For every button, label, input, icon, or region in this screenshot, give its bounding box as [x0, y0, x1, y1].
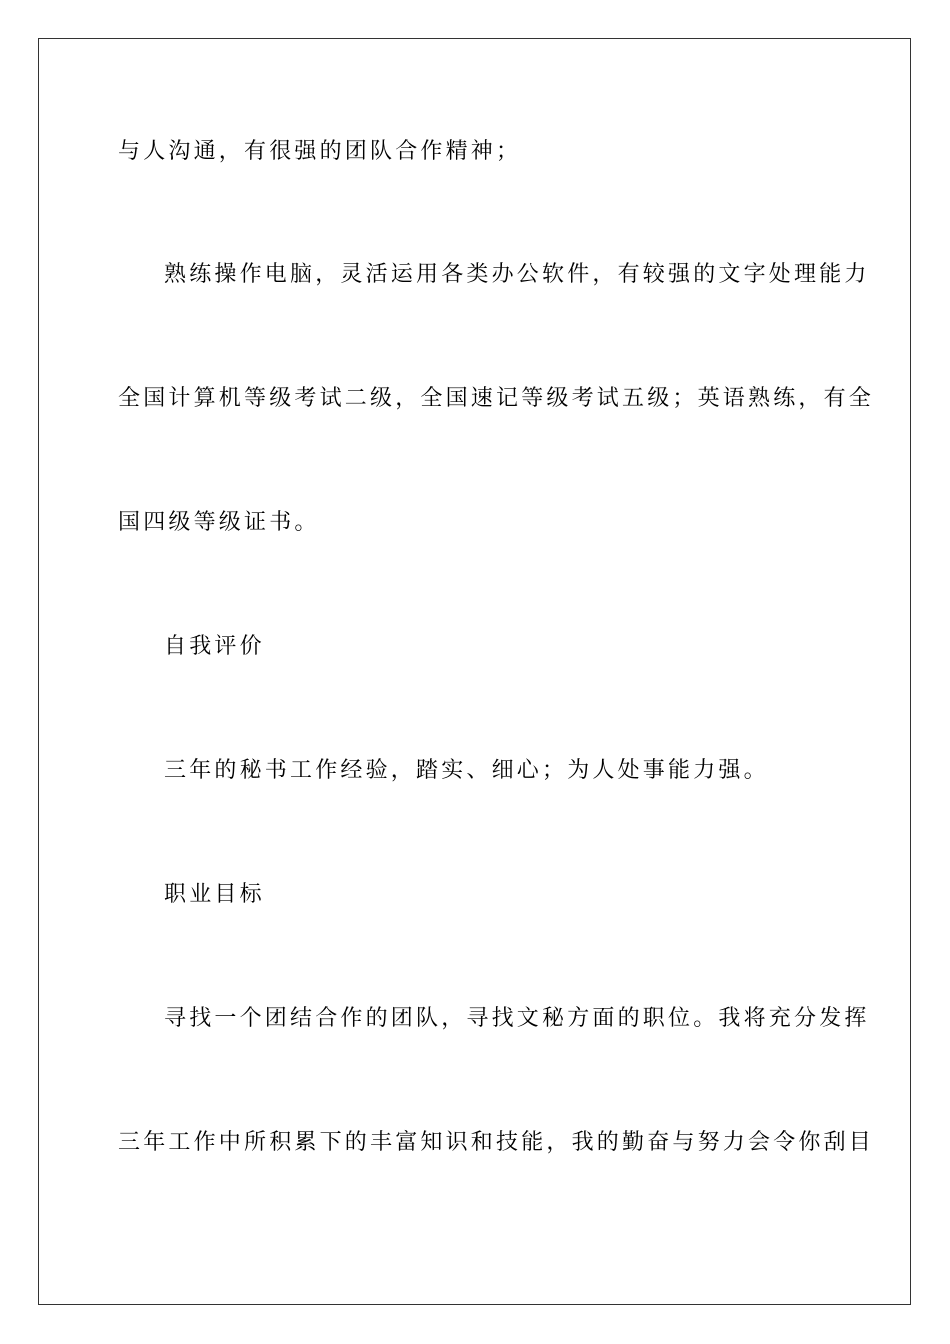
paragraph-line: 熟练操作电脑，灵活运用各类办公软件，有较强的文字处理能力	[164, 262, 870, 287]
paragraph-line: 全国计算机等级考试二级，全国速记等级考试五级；英语熟练，有全	[118, 386, 875, 411]
paragraph-line: 寻找一个团结合作的团队，寻找文秘方面的职位。我将充分发挥	[164, 1006, 870, 1031]
paragraph-line: 国四级等级证书。	[118, 510, 320, 535]
paragraph-line: 三年的秘书工作经验，踏实、细心；为人处事能力强。	[164, 758, 769, 783]
paragraph-line: 三年工作中所积累下的丰富知识和技能，我的勤奋与努力会令你刮目	[118, 1130, 875, 1155]
section-heading: 自我评价	[164, 634, 265, 659]
section-heading: 职业目标	[164, 882, 265, 907]
page-border	[38, 38, 911, 1305]
paragraph-line: 与人沟通，有很强的团队合作精神；	[118, 139, 522, 164]
